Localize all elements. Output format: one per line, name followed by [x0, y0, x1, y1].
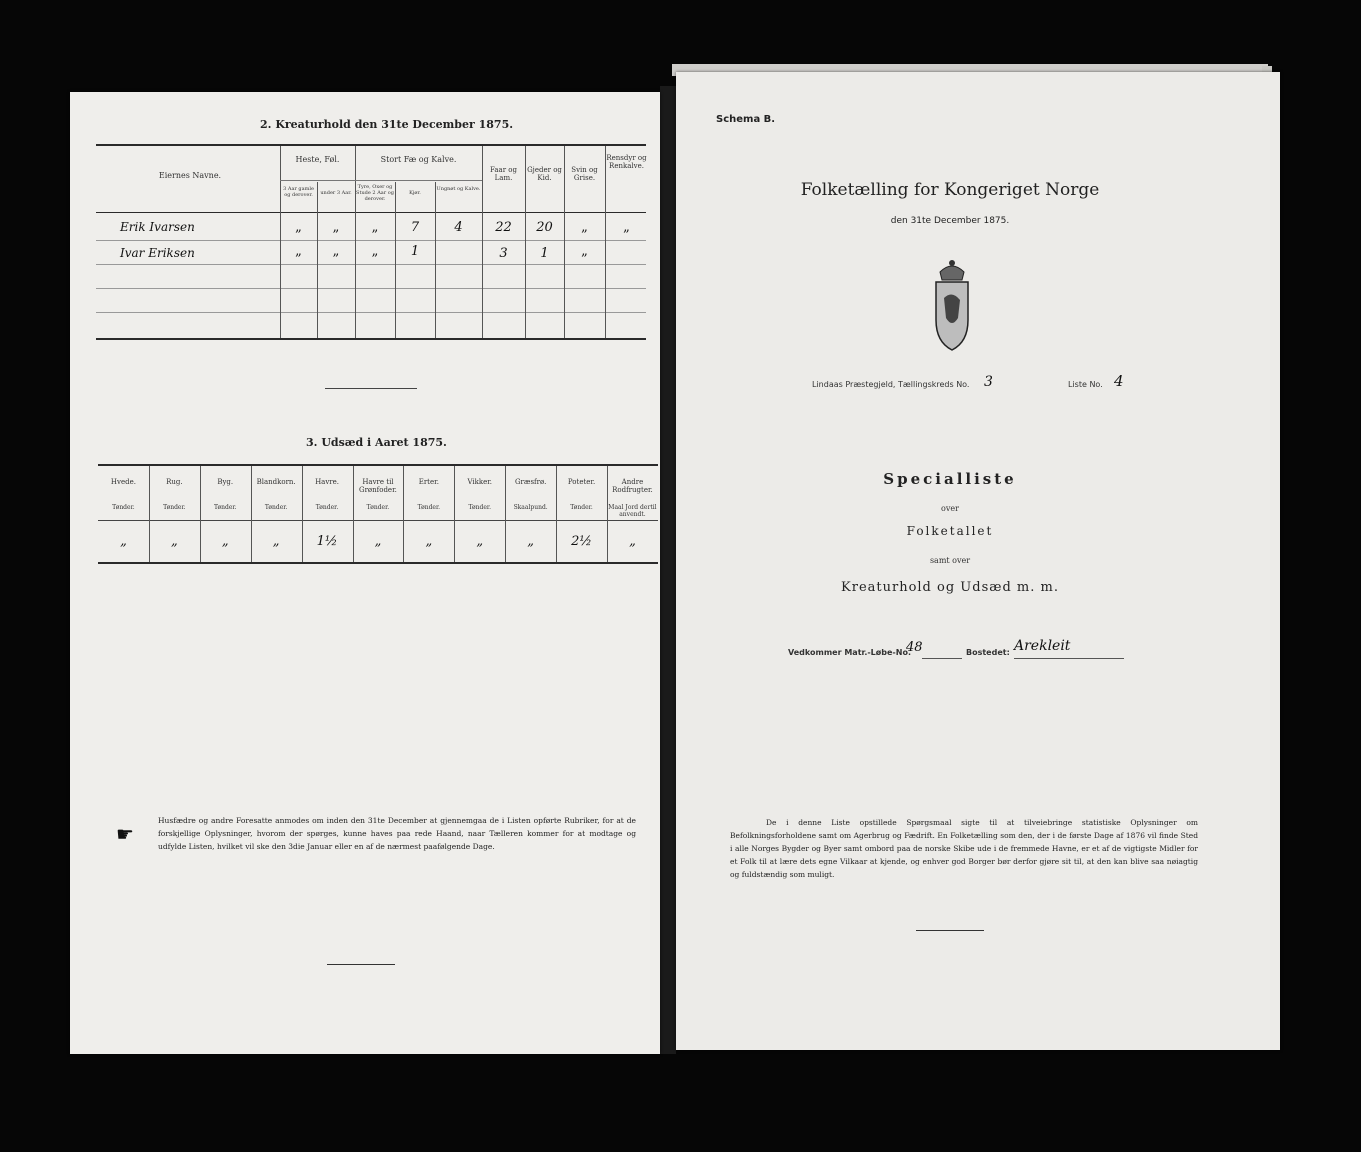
value-cell: „: [295, 220, 302, 235]
value-cell: 3: [499, 246, 508, 261]
table2-col-line: [280, 146, 281, 338]
value-cell: „: [371, 220, 379, 235]
value-cell: 7: [410, 220, 420, 235]
table3-top-rule: [98, 464, 658, 466]
table3-header: Byg.: [217, 478, 234, 486]
table3-header: Blandkorn.: [256, 478, 296, 486]
schema-label: Schema B.: [716, 114, 776, 125]
table3-value: „: [272, 534, 280, 549]
kreds-no: 3: [984, 374, 993, 390]
header-faar: Faar og Lam.: [490, 166, 517, 182]
table3-unit: Tønder.: [213, 504, 237, 511]
table3-value: 1½: [316, 534, 338, 549]
value-cell: 1: [540, 246, 549, 261]
underline: [922, 658, 962, 659]
table2-col-line: [605, 146, 606, 338]
right-page: [676, 72, 1280, 1050]
table3-bottom-rule: [98, 562, 658, 564]
table3-value: „: [170, 534, 178, 549]
header-stort-b: Kjør.: [409, 190, 421, 196]
header-heste-a: 3 Aar gamle og derover.: [283, 186, 314, 198]
table3-unit: Tønder.: [468, 504, 491, 511]
table3-header: Erter.: [418, 478, 439, 486]
table2-col-line: [317, 182, 318, 338]
liste-no: 4: [1114, 372, 1124, 390]
value-cell: „: [371, 244, 379, 259]
table3-value: 2½: [571, 534, 592, 549]
table3-header: Græsfrø.: [514, 478, 547, 486]
table3-unit: Tønder.: [163, 504, 186, 511]
table3-value: „: [425, 534, 433, 549]
divider: [916, 930, 984, 931]
table3-unit: Skaalpund.: [513, 504, 548, 511]
value-cell: 4: [454, 220, 463, 235]
divider: [327, 964, 395, 965]
bosted-value: Arekleit: [1014, 638, 1071, 654]
notice-text: Husfædre og andre Foresatte anmodes om inden den 31te December at gjennemgaa de i Listen opførte Rubriker, for at de forskjellige Oplysninger, hvorom der spørges, kunne haves paa rede Haand, naar Tælleren kommer for at modtage og udfylde Listen, hvilket vil ske den 3die Januar eller en af de nærmest paafølgende Dage.: [158, 816, 636, 851]
table3-header: Andre Rodfrugter.: [612, 478, 653, 494]
owner-name: Erik Ivarsen: [120, 220, 195, 234]
value-cell: „: [581, 244, 588, 259]
matr-label: Vedkommer Matr.-Løbe-No.: [788, 648, 911, 657]
table3-unit: Tønder.: [315, 504, 339, 511]
header-stort-c: Ungnøt og Kalve.: [436, 186, 481, 192]
book-gutter: [660, 86, 676, 1054]
table3-header: Havre til Grønfoder.: [358, 478, 397, 494]
table3-header: Havre.: [315, 478, 340, 486]
samt-over: samt over: [929, 556, 971, 565]
value-cell: „: [295, 244, 302, 259]
header-gjeder: Gjeder og Kid.: [527, 166, 562, 182]
table3-header: Rug.: [166, 478, 183, 486]
table3-value: „: [527, 534, 534, 549]
table2-col-line: [435, 182, 436, 338]
table3-unit: Tønder.: [112, 504, 135, 511]
table2-bottom-rule: [96, 338, 646, 340]
value-cell: „: [332, 220, 340, 235]
table3-value: „: [374, 534, 382, 549]
header-heste: Heste, Føl.: [295, 155, 340, 164]
owner-name: Ivar Eriksen: [120, 246, 195, 260]
table3-header-rule: [98, 520, 658, 521]
header-heste-b: under 3 Aar.: [320, 190, 352, 196]
table3-unit: Tønder.: [366, 504, 390, 511]
table3-unit: Tønder.: [570, 504, 593, 511]
table3-value: „: [221, 534, 229, 549]
folketallet: Folketallet: [906, 524, 994, 538]
over-1: over: [941, 504, 959, 513]
value-cell: 20: [536, 220, 553, 235]
table3-value: „: [476, 534, 484, 549]
table2-subheader-rule: [280, 180, 482, 181]
table3-value: „: [629, 534, 636, 549]
special-title: Specialliste: [883, 470, 1017, 488]
underline: [1014, 658, 1124, 659]
coat-of-arms-icon: [930, 258, 974, 354]
pointing-hand-icon: ☛: [116, 822, 134, 846]
section2-title: 2. Kreaturhold den 31te December 1875.: [260, 118, 514, 131]
bosted-label: Bostedet:: [966, 648, 1010, 657]
divider: [325, 388, 417, 389]
header-owner: Eiernes Navne.: [158, 171, 222, 180]
table3-unit: Maal Jord dertil anvendt.: [608, 504, 657, 518]
value-cell: „: [332, 244, 340, 259]
left-page: [70, 92, 660, 1054]
table3-header: Hvede.: [110, 478, 136, 486]
document-subtitle: den 31te December 1875.: [890, 216, 1010, 226]
table3-unit: Tønder.: [417, 504, 441, 511]
header-rensdyr: Rensdyr og Renkalve.: [606, 154, 647, 170]
value-cell: „: [581, 220, 588, 235]
value-cell: 1: [410, 244, 420, 259]
header-svin: Svin og Grise.: [571, 166, 598, 182]
section3-title: 3. Udsæd i Aaret 1875.: [306, 436, 447, 449]
header-stort-a: Tyre, Oxer og Stude 2 Aar og derover.: [356, 184, 394, 202]
table2-col-line: [395, 182, 396, 338]
table2-col-line: [355, 146, 356, 338]
table3-unit: Tønder.: [264, 504, 288, 511]
liste-label: Liste No.: [1068, 380, 1103, 389]
value-cell: 22: [495, 220, 512, 235]
table3-value: „: [120, 534, 127, 549]
footer-text: De i denne Liste opstillede Spørgsmaal sigte til at tilveiebringe statistiske Oplysninger om Befolkningsforholdene samt om Agerbrug og Fædrift. En Folketælling som den, der i de første Dage af 1876 vil finde Sted i alle Norges Bygder og Byer samt ombord paa de norske Skibe ude i de fremmede Havne, er et af de vigtigste Midler for et Folk til at lære dets egne Vilkaar at kjende, og enhver god Borger bør derfor gjøre sit til, at den kan blive saa nøiagtig og fuldstændig som muligt.: [730, 818, 1198, 879]
kreaturhold-title: Kreaturhold og Udsæd m. m.: [841, 580, 1059, 595]
document-title: Folketælling for Kongeriget Norge: [800, 180, 1100, 200]
matr-no: 48: [906, 640, 923, 655]
header-stort: Stort Fæ og Kalve.: [380, 155, 457, 164]
value-cell: „: [623, 220, 630, 235]
table3-header: Vikker.: [467, 478, 493, 486]
parish-line: Lindaas Præstegjeld, Tællingskreds No.: [812, 380, 970, 389]
table3-header: Poteter.: [567, 478, 596, 486]
